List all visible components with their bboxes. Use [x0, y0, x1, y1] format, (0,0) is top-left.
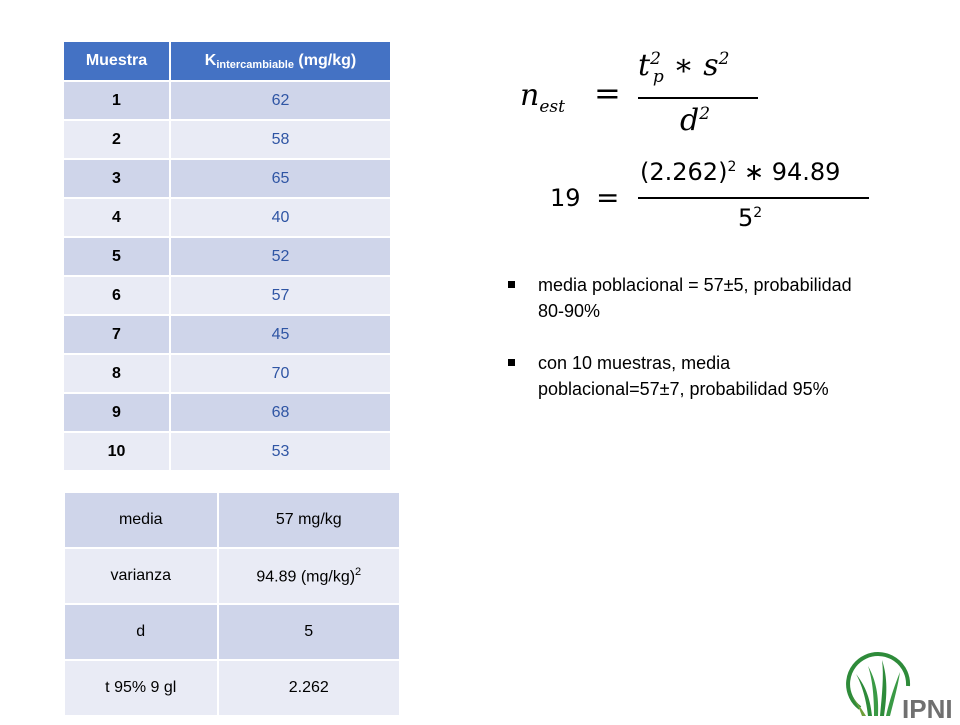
table-row	[64, 198, 390, 237]
muestra-cell: 7	[64, 315, 170, 354]
table-row	[64, 120, 390, 159]
header-k-intercambiable	[170, 42, 390, 81]
formula1-den-exp: 2	[699, 104, 711, 124]
muestra-cell: 10	[64, 432, 170, 470]
formula2-lhs: 19	[550, 184, 581, 212]
header-muestra: Muestra	[64, 42, 170, 81]
table-row	[64, 354, 390, 393]
varianza-exponent: 2	[355, 565, 362, 578]
k-value-cell: 70	[170, 354, 390, 393]
formula2-equals: =	[596, 181, 620, 214]
formula1-lhs	[520, 78, 565, 117]
formula2-numerator	[640, 158, 840, 186]
muestra-cell: 2	[64, 120, 170, 159]
stats-table	[64, 492, 400, 717]
stat-value-media: 57 mg/kg	[218, 493, 400, 549]
formula1-t: t	[638, 48, 651, 83]
square-bullet-icon	[508, 281, 515, 288]
table-row	[64, 315, 390, 354]
k-value-cell: 45	[170, 315, 390, 354]
varianza-value-text: 94.89 (mg/kg)	[256, 568, 356, 586]
k-value-cell: 40	[170, 198, 390, 237]
bullet-text: media poblacional = 57±5, probabilidad 80-90%	[538, 275, 852, 321]
logo-blade	[880, 660, 886, 716]
bullet-item	[508, 350, 868, 402]
k-value-cell: 65	[170, 159, 390, 198]
header-k-sub: intercambiable	[216, 58, 294, 71]
stat-label-t: t 95% 9 gl	[65, 660, 218, 716]
table-row	[64, 432, 390, 470]
stat-label-d: d	[65, 604, 218, 660]
logo-blade	[886, 672, 900, 716]
ipni-logo	[838, 646, 960, 720]
muestra-cell: 1	[64, 81, 170, 120]
logo-circle-arc	[848, 654, 908, 708]
k-value-cell: 57	[170, 276, 390, 315]
k-value-cell: 62	[170, 81, 390, 120]
formula2-fraction-bar	[638, 197, 869, 199]
stat-value-d: 5	[218, 604, 400, 660]
stat-value-varianza	[218, 548, 400, 604]
bullet-item	[508, 272, 868, 324]
logo-blade	[856, 674, 872, 716]
muestra-cell: 8	[64, 354, 170, 393]
ipni-logo-graphic	[838, 646, 960, 720]
header-k-unit: (mg/kg)	[293, 51, 357, 69]
formula2-den-exp: 2	[753, 205, 763, 221]
formula1-t-exp: 2	[650, 49, 661, 69]
k-value-cell: 68	[170, 393, 390, 432]
table-row	[65, 493, 400, 549]
formula2-denominator	[738, 204, 762, 232]
formula1-fraction-bar	[638, 97, 758, 99]
formula2-num-exp: 2	[727, 159, 737, 175]
stat-label-varianza: varianza	[65, 548, 218, 604]
muestras-table	[64, 42, 390, 470]
table-row	[64, 393, 390, 432]
formula1-num-rest: ∗ s	[663, 48, 719, 83]
table-row	[65, 660, 400, 716]
formula2-num-base: (2.262)	[640, 158, 728, 186]
formula1-lhs-var: n	[520, 78, 540, 113]
table-row	[64, 276, 390, 315]
muestra-cell: 4	[64, 198, 170, 237]
formula1-lhs-sub: est	[539, 97, 565, 117]
k-value-cell: 58	[170, 120, 390, 159]
formula1-den-d: d	[680, 103, 700, 138]
muestra-cell: 5	[64, 237, 170, 276]
formula1-equals: =	[594, 74, 621, 112]
k-value-cell: 53	[170, 432, 390, 470]
header-k-main: K	[204, 51, 217, 69]
k-value-cell: 52	[170, 237, 390, 276]
square-bullet-icon	[508, 359, 515, 366]
formula1-denominator	[680, 103, 710, 138]
table-row	[64, 81, 390, 120]
table-row	[64, 237, 390, 276]
table-row	[65, 604, 400, 660]
formula1-t-sub: p	[652, 67, 664, 87]
muestra-cell: 9	[64, 393, 170, 432]
table-header-row	[64, 42, 390, 81]
logo-text: IPNI	[902, 694, 953, 720]
stat-value-t: 2.262	[218, 660, 400, 716]
formula2-num-rest: ∗ 94.89	[736, 158, 841, 186]
stat-label-media: media	[65, 493, 218, 549]
table-row	[65, 548, 400, 604]
muestra-cell: 3	[64, 159, 170, 198]
table-row	[64, 159, 390, 198]
formula1-s-exp: 2	[718, 49, 730, 69]
formula2-den-base: 5	[738, 204, 754, 232]
bullet-list	[508, 272, 868, 428]
formula1-numerator	[638, 48, 729, 87]
muestra-cell: 6	[64, 276, 170, 315]
bullet-text: con 10 muestras, media poblacional=57±7, probabilidad 95%	[538, 353, 829, 399]
